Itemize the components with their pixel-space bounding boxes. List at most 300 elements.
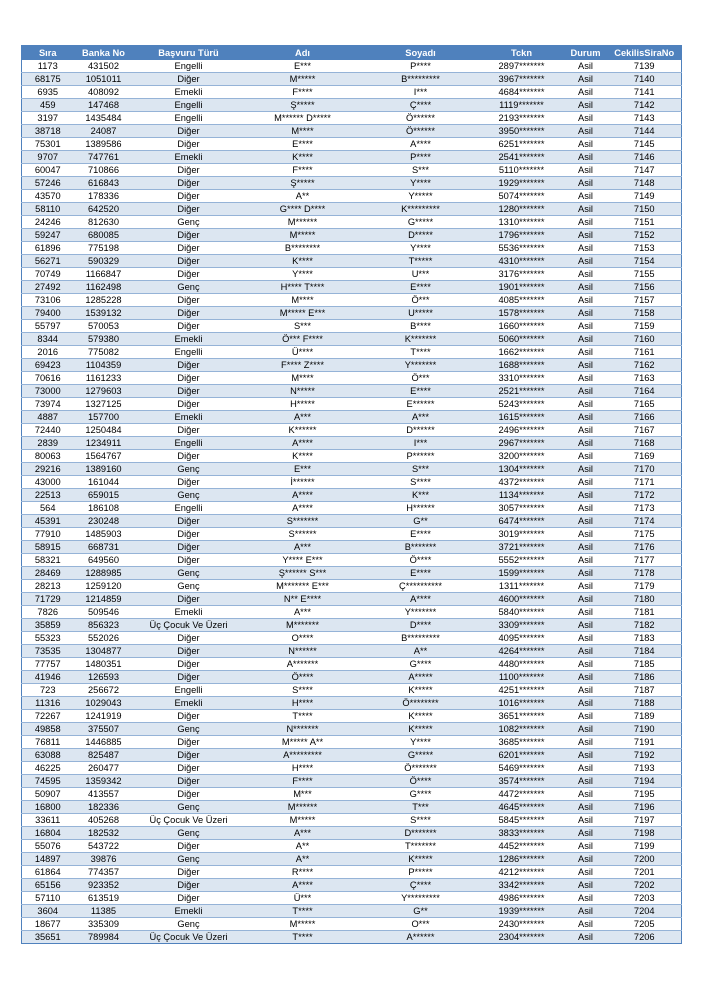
cell-durum: Asil — [564, 359, 608, 372]
cell-tckn: 4645******* — [480, 801, 564, 814]
cell-banka-no: 157700 — [74, 411, 134, 424]
cell-durum: Asil — [564, 658, 608, 671]
table-row[interactable] — [22, 645, 682, 658]
table-row[interactable] — [22, 788, 682, 801]
cell-cekilis-sira-no: 7142 — [608, 99, 682, 112]
table-row[interactable] — [22, 177, 682, 190]
cell-durum: Asil — [564, 294, 608, 307]
cell-sira: 75301 — [22, 138, 74, 151]
cell-basvuru-turu: Emekli — [134, 697, 244, 710]
header-cekilis-sira-no[interactable]: CekilisSiraNo — [608, 46, 682, 61]
cell-cekilis-sira-no: 7150 — [608, 203, 682, 216]
cell-cekilis-sira-no: 7184 — [608, 645, 682, 658]
table-row[interactable] — [22, 424, 682, 437]
table-row[interactable] — [22, 125, 682, 138]
cell-sira: 45391 — [22, 515, 74, 528]
table-row[interactable] — [22, 918, 682, 931]
cell-tckn: 2304******* — [480, 931, 564, 944]
cell-durum: Asil — [564, 333, 608, 346]
cell-sira: 55076 — [22, 840, 74, 853]
table-row[interactable] — [22, 346, 682, 359]
cell-soyadi: P**** — [362, 151, 480, 164]
table-row[interactable] — [22, 658, 682, 671]
cell-durum: Asil — [564, 60, 608, 73]
cell-cekilis-sira-no: 7167 — [608, 424, 682, 437]
table-row[interactable] — [22, 814, 682, 827]
cell-soyadi: P****** — [362, 450, 480, 463]
cell-cekilis-sira-no: 7203 — [608, 892, 682, 905]
cell-tckn: 1796******* — [480, 229, 564, 242]
cell-sira: 57110 — [22, 892, 74, 905]
cell-tckn: 3310******* — [480, 372, 564, 385]
cell-soyadi: Ç**** — [362, 879, 480, 892]
cell-durum: Asil — [564, 125, 608, 138]
cell-banka-no: 11385 — [74, 905, 134, 918]
table-row[interactable] — [22, 827, 682, 840]
results-table-container — [21, 45, 681, 944]
table-row[interactable] — [22, 450, 682, 463]
cell-sira: 41946 — [22, 671, 74, 684]
table-row[interactable] — [22, 99, 682, 112]
cell-banka-no: 1214859 — [74, 593, 134, 606]
cell-basvuru-turu: Diğer — [134, 398, 244, 411]
cell-banka-no: 1539132 — [74, 307, 134, 320]
cell-cekilis-sira-no: 7188 — [608, 697, 682, 710]
cell-adi: M****** — [244, 216, 362, 229]
cell-basvuru-turu: Diğer — [134, 450, 244, 463]
cell-sira: 22513 — [22, 489, 74, 502]
cell-tckn: 3057******* — [480, 502, 564, 515]
cell-adi: T**** — [244, 710, 362, 723]
cell-cekilis-sira-no: 7201 — [608, 866, 682, 879]
cell-banka-no: 1304877 — [74, 645, 134, 658]
cell-tckn: 1615******* — [480, 411, 564, 424]
cell-soyadi: K***** — [362, 684, 480, 697]
cell-tckn: 1304******* — [480, 463, 564, 476]
table-row[interactable] — [22, 489, 682, 502]
cell-durum: Asil — [564, 749, 608, 762]
table-row[interactable] — [22, 892, 682, 905]
cell-sira: 459 — [22, 99, 74, 112]
cell-soyadi: H****** — [362, 502, 480, 515]
cell-durum: Asil — [564, 346, 608, 359]
cell-durum: Asil — [564, 450, 608, 463]
cell-basvuru-turu: Diğer — [134, 632, 244, 645]
cell-sira: 43000 — [22, 476, 74, 489]
cell-basvuru-turu: Engelli — [134, 346, 244, 359]
cell-sira: 58110 — [22, 203, 74, 216]
cell-adi: N****** — [244, 645, 362, 658]
cell-soyadi: D****** — [362, 424, 480, 437]
cell-banka-no: 24087 — [74, 125, 134, 138]
cell-banka-no: 1389586 — [74, 138, 134, 151]
cell-adi: A*** — [244, 541, 362, 554]
cell-cekilis-sira-no: 7147 — [608, 164, 682, 177]
cell-sira: 70749 — [22, 268, 74, 281]
cell-tckn: 6201******* — [480, 749, 564, 762]
cell-cekilis-sira-no: 7158 — [608, 307, 682, 320]
cell-banka-no: 509546 — [74, 606, 134, 619]
cell-soyadi: E**** — [362, 528, 480, 541]
cell-banka-no: 182336 — [74, 801, 134, 814]
cell-banka-no: 1166847 — [74, 268, 134, 281]
table-row[interactable] — [22, 268, 682, 281]
cell-sira: 61864 — [22, 866, 74, 879]
cell-tckn: 5840******* — [480, 606, 564, 619]
table-row[interactable] — [22, 281, 682, 294]
cell-basvuru-turu: Diğer — [134, 710, 244, 723]
cell-tckn: 1286******* — [480, 853, 564, 866]
cell-soyadi: Ö**** — [362, 554, 480, 567]
cell-soyadi: Y***** — [362, 190, 480, 203]
cell-banka-no: 256672 — [74, 684, 134, 697]
cell-durum: Asil — [564, 580, 608, 593]
table-row[interactable] — [22, 801, 682, 814]
cell-cekilis-sira-no: 7166 — [608, 411, 682, 424]
table-row[interactable] — [22, 112, 682, 125]
header-adi[interactable]: Adı — [244, 46, 362, 61]
cell-banka-no: 613519 — [74, 892, 134, 905]
cell-banka-no: 1241919 — [74, 710, 134, 723]
cell-tckn: 1280******* — [480, 203, 564, 216]
cell-adi: Ş****** S*** — [244, 567, 362, 580]
cell-sira: 56271 — [22, 255, 74, 268]
table-row[interactable] — [22, 710, 682, 723]
cell-durum: Asil — [564, 515, 608, 528]
table-row[interactable] — [22, 320, 682, 333]
cell-basvuru-turu: Genç — [134, 567, 244, 580]
table-row[interactable] — [22, 294, 682, 307]
table-row[interactable] — [22, 684, 682, 697]
table-row[interactable] — [22, 333, 682, 346]
cell-tckn: 4600******* — [480, 593, 564, 606]
cell-cekilis-sira-no: 7197 — [608, 814, 682, 827]
cell-tckn: 3574******* — [480, 775, 564, 788]
table-row[interactable] — [22, 554, 682, 567]
cell-soyadi: Ö**** — [362, 775, 480, 788]
header-tckn[interactable]: Tckn — [480, 46, 564, 61]
cell-soyadi: K********* — [362, 203, 480, 216]
cell-adi: A*** — [244, 606, 362, 619]
cell-soyadi: B********* — [362, 73, 480, 86]
table-row[interactable] — [22, 229, 682, 242]
cell-basvuru-turu: Genç — [134, 489, 244, 502]
cell-tckn: 4684******* — [480, 86, 564, 99]
cell-sira: 50907 — [22, 788, 74, 801]
cell-basvuru-turu: Diğer — [134, 749, 244, 762]
table-row[interactable] — [22, 671, 682, 684]
cell-soyadi: Y******* — [362, 359, 480, 372]
cell-banka-no: 182532 — [74, 827, 134, 840]
cell-adi: A*** — [244, 411, 362, 424]
table-row[interactable] — [22, 164, 682, 177]
cell-tckn: 4986******* — [480, 892, 564, 905]
cell-adi: B******** — [244, 242, 362, 255]
cell-tckn: 5536******* — [480, 242, 564, 255]
cell-cekilis-sira-no: 7157 — [608, 294, 682, 307]
table-row[interactable] — [22, 190, 682, 203]
table-row[interactable] — [22, 879, 682, 892]
cell-cekilis-sira-no: 7162 — [608, 359, 682, 372]
cell-cekilis-sira-no: 7199 — [608, 840, 682, 853]
cell-adi: M**** — [244, 125, 362, 138]
table-header — [22, 46, 682, 61]
table-row[interactable] — [22, 931, 682, 944]
cell-adi: M***** — [244, 73, 362, 86]
cell-cekilis-sira-no: 7200 — [608, 853, 682, 866]
cell-banka-no: 1285228 — [74, 294, 134, 307]
cell-durum: Asil — [564, 281, 608, 294]
table-row[interactable] — [22, 463, 682, 476]
header-sira[interactable]: Sıra — [22, 46, 74, 61]
cell-soyadi: U*** — [362, 268, 480, 281]
table-row[interactable] — [22, 476, 682, 489]
cell-cekilis-sira-no: 7171 — [608, 476, 682, 489]
cell-soyadi: T*** — [362, 801, 480, 814]
table-row[interactable] — [22, 723, 682, 736]
cell-adi: A**** — [244, 489, 362, 502]
cell-banka-no: 1359342 — [74, 775, 134, 788]
cell-soyadi: A****** — [362, 931, 480, 944]
table-row[interactable] — [22, 307, 682, 320]
cell-banka-no: 775082 — [74, 346, 134, 359]
cell-sira: 16800 — [22, 801, 74, 814]
cell-cekilis-sira-no: 7205 — [608, 918, 682, 931]
cell-basvuru-turu: Üç Çocuk Ve Üzeri — [134, 931, 244, 944]
table-row[interactable] — [22, 437, 682, 450]
cell-banka-no: 543722 — [74, 840, 134, 853]
cell-basvuru-turu: Emekli — [134, 151, 244, 164]
cell-tckn: 4452******* — [480, 840, 564, 853]
cell-basvuru-turu: Emekli — [134, 905, 244, 918]
cell-cekilis-sira-no: 7163 — [608, 372, 682, 385]
cell-basvuru-turu: Diğer — [134, 294, 244, 307]
cell-banka-no: 186108 — [74, 502, 134, 515]
cell-soyadi: T***** — [362, 255, 480, 268]
cell-basvuru-turu: Diğer — [134, 320, 244, 333]
cell-basvuru-turu: Diğer — [134, 658, 244, 671]
cell-durum: Asil — [564, 931, 608, 944]
cell-tckn: 2193******* — [480, 112, 564, 125]
cell-durum: Asil — [564, 619, 608, 632]
cell-durum: Asil — [564, 892, 608, 905]
cell-durum: Asil — [564, 307, 608, 320]
table-row[interactable] — [22, 736, 682, 749]
cell-basvuru-turu: Diğer — [134, 177, 244, 190]
table-row[interactable] — [22, 60, 682, 73]
cell-banka-no: 812630 — [74, 216, 134, 229]
cell-tckn: 3200******* — [480, 450, 564, 463]
table-row[interactable] — [22, 866, 682, 879]
table-row[interactable] — [22, 775, 682, 788]
cell-durum: Asil — [564, 541, 608, 554]
table-row[interactable] — [22, 385, 682, 398]
cell-banka-no: 1051011 — [74, 73, 134, 86]
cell-tckn: 4372******* — [480, 476, 564, 489]
cell-cekilis-sira-no: 7182 — [608, 619, 682, 632]
cell-durum: Asil — [564, 398, 608, 411]
cell-soyadi: Ö******** — [362, 697, 480, 710]
table-row[interactable] — [22, 905, 682, 918]
table-row[interactable] — [22, 203, 682, 216]
cell-adi: N***** — [244, 385, 362, 398]
table-row[interactable] — [22, 853, 682, 866]
cell-adi: Y**** E*** — [244, 554, 362, 567]
cell-durum: Asil — [564, 424, 608, 437]
cell-adi: F**** — [244, 775, 362, 788]
table-row[interactable] — [22, 398, 682, 411]
table-row[interactable] — [22, 749, 682, 762]
cell-sira: 68175 — [22, 73, 74, 86]
cell-basvuru-turu: Diğer — [134, 671, 244, 684]
cell-cekilis-sira-no: 7190 — [608, 723, 682, 736]
table-row[interactable] — [22, 580, 682, 593]
table-row[interactable] — [22, 632, 682, 645]
header-basvuru-turu[interactable]: Başvuru Türü — [134, 46, 244, 61]
table-row[interactable] — [22, 528, 682, 541]
cell-durum: Asil — [564, 268, 608, 281]
cell-sira: 46225 — [22, 762, 74, 775]
cell-cekilis-sira-no: 7181 — [608, 606, 682, 619]
cell-soyadi: K***** — [362, 710, 480, 723]
cell-adi: S******* — [244, 515, 362, 528]
cell-soyadi: G**** — [362, 788, 480, 801]
table-row[interactable] — [22, 697, 682, 710]
cell-cekilis-sira-no: 7169 — [608, 450, 682, 463]
header-soyadi[interactable]: Soyadı — [362, 46, 480, 61]
table-row[interactable] — [22, 216, 682, 229]
table-row[interactable] — [22, 138, 682, 151]
table-row[interactable] — [22, 515, 682, 528]
cell-basvuru-turu: Genç — [134, 463, 244, 476]
cell-cekilis-sira-no: 7194 — [608, 775, 682, 788]
cell-tckn: 1134******* — [480, 489, 564, 502]
cell-cekilis-sira-no: 7160 — [608, 333, 682, 346]
cell-tckn: 4095******* — [480, 632, 564, 645]
cell-tckn: 3721******* — [480, 541, 564, 554]
cell-adi: N******* — [244, 723, 362, 736]
cell-sira: 14897 — [22, 853, 74, 866]
cell-basvuru-turu: Diğer — [134, 840, 244, 853]
cell-soyadi: S**** — [362, 476, 480, 489]
cell-cekilis-sira-no: 7177 — [608, 554, 682, 567]
cell-basvuru-turu: Engelli — [134, 502, 244, 515]
cell-adi: Ü*** — [244, 892, 362, 905]
cell-banka-no: 230248 — [74, 515, 134, 528]
cell-tckn: 5074******* — [480, 190, 564, 203]
table-row[interactable] — [22, 411, 682, 424]
cell-sira: 76811 — [22, 736, 74, 749]
cell-durum: Asil — [564, 645, 608, 658]
cell-adi: Ş***** — [244, 99, 362, 112]
cell-adi: E**** — [244, 138, 362, 151]
table-row[interactable] — [22, 541, 682, 554]
cell-durum: Asil — [564, 840, 608, 853]
cell-sira: 79400 — [22, 307, 74, 320]
cell-durum: Asil — [564, 320, 608, 333]
cell-basvuru-turu: Emekli — [134, 333, 244, 346]
cell-tckn: 3019******* — [480, 528, 564, 541]
cell-basvuru-turu: Diğer — [134, 372, 244, 385]
cell-banka-no: 1435484 — [74, 112, 134, 125]
cell-banka-no: 590329 — [74, 255, 134, 268]
table-row[interactable] — [22, 73, 682, 86]
cell-sira: 73974 — [22, 398, 74, 411]
table-row[interactable] — [22, 372, 682, 385]
cell-banka-no: 1234911 — [74, 437, 134, 450]
cell-adi: Ö*** F**** — [244, 333, 362, 346]
cell-sira: 723 — [22, 684, 74, 697]
table-row[interactable] — [22, 762, 682, 775]
cell-banka-no: 649560 — [74, 554, 134, 567]
cell-durum: Asil — [564, 177, 608, 190]
cell-durum: Asil — [564, 73, 608, 86]
table-row[interactable] — [22, 242, 682, 255]
table-row[interactable] — [22, 502, 682, 515]
cell-banka-no: 1259120 — [74, 580, 134, 593]
cell-durum: Asil — [564, 151, 608, 164]
table-row[interactable] — [22, 593, 682, 606]
table-row[interactable] — [22, 359, 682, 372]
cell-cekilis-sira-no: 7185 — [608, 658, 682, 671]
cell-banka-no: 552026 — [74, 632, 134, 645]
cell-soyadi: K******* — [362, 333, 480, 346]
cell-banka-no: 570053 — [74, 320, 134, 333]
header-banka-no[interactable]: Banka No — [74, 46, 134, 61]
table-row[interactable] — [22, 619, 682, 632]
cell-sira: 35651 — [22, 931, 74, 944]
cell-adi: K**** — [244, 450, 362, 463]
table-row[interactable] — [22, 840, 682, 853]
table-row[interactable] — [22, 255, 682, 268]
table-row[interactable] — [22, 86, 682, 99]
cell-basvuru-turu: Diğer — [134, 385, 244, 398]
cell-durum: Asil — [564, 905, 608, 918]
cell-tckn: 1660******* — [480, 320, 564, 333]
cell-soyadi: A***** — [362, 671, 480, 684]
cell-basvuru-turu: Emekli — [134, 86, 244, 99]
cell-tckn: 1100******* — [480, 671, 564, 684]
cell-adi: M***** A** — [244, 736, 362, 749]
cell-adi: E*** — [244, 60, 362, 73]
table-row[interactable] — [22, 567, 682, 580]
cell-cekilis-sira-no: 7180 — [608, 593, 682, 606]
cell-cekilis-sira-no: 7187 — [608, 684, 682, 697]
cell-sira: 28213 — [22, 580, 74, 593]
cell-banka-no: 408092 — [74, 86, 134, 99]
cell-sira: 27492 — [22, 281, 74, 294]
cell-sira: 2839 — [22, 437, 74, 450]
cell-cekilis-sira-no: 7168 — [608, 437, 682, 450]
table-row[interactable] — [22, 606, 682, 619]
cell-adi: R**** — [244, 866, 362, 879]
cell-soyadi: B**** — [362, 320, 480, 333]
cell-cekilis-sira-no: 7206 — [608, 931, 682, 944]
header-durum[interactable]: Durum — [564, 46, 608, 61]
cell-banka-no: 431502 — [74, 60, 134, 73]
cell-banka-no: 774357 — [74, 866, 134, 879]
cell-banka-no: 260477 — [74, 762, 134, 775]
cell-sira: 28469 — [22, 567, 74, 580]
cell-adi: A** — [244, 853, 362, 866]
table-row[interactable] — [22, 151, 682, 164]
cell-sira: 77757 — [22, 658, 74, 671]
cell-adi: E*** — [244, 463, 362, 476]
cell-cekilis-sira-no: 7204 — [608, 905, 682, 918]
cell-basvuru-turu: Diğer — [134, 229, 244, 242]
cell-cekilis-sira-no: 7143 — [608, 112, 682, 125]
cell-cekilis-sira-no: 7156 — [608, 281, 682, 294]
